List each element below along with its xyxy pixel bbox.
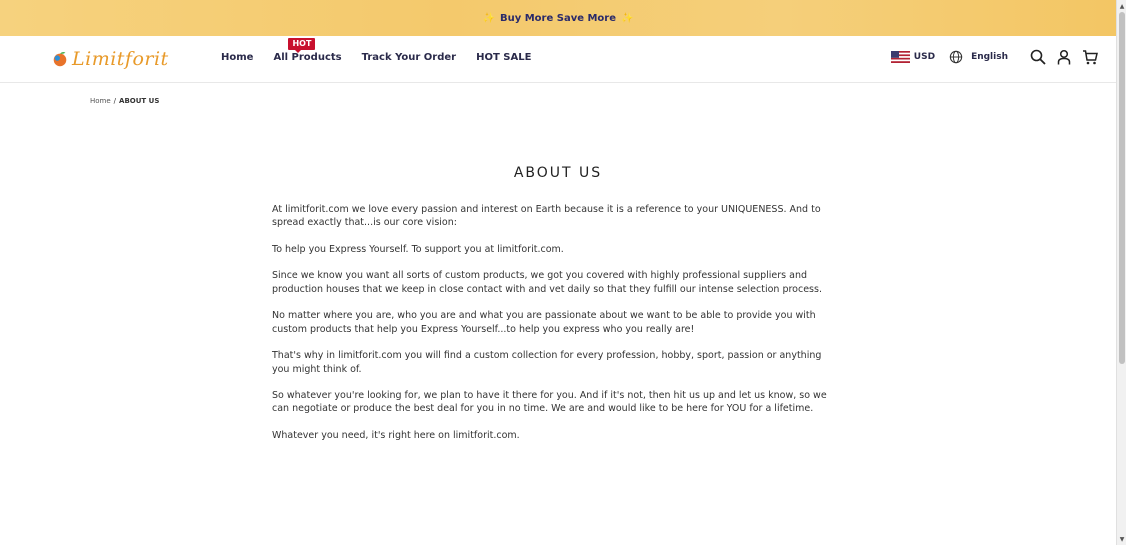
breadcrumb-home[interactable]: Home <box>90 97 111 105</box>
nav-home[interactable]: Home <box>221 52 254 63</box>
header-tools <box>891 49 1098 65</box>
paragraph: Since we know you want all sorts of custom products, we got you covered with highly professional suppliers and production houses that we keep in close contact with and vet daily so that they fulfill our intense selection process. <box>272 270 822 295</box>
search-icon[interactable] <box>1030 49 1046 65</box>
paragraph: Whatever you need, it's right here on limitforit.com. <box>272 430 520 442</box>
paragraph: So whatever you're looking for, we plan to have it there for you. And if it's not, then hit us up and let us know, so we can negotiate or produce the best deal for you in no time. We are and would like to be here for YOU for a lifetime. <box>272 390 827 415</box>
breadcrumb <box>90 97 159 105</box>
account-icon[interactable] <box>1056 49 1072 65</box>
sparkle-icon: ✨ <box>482 12 495 24</box>
scroll-down-icon[interactable]: ▼ <box>1119 535 1125 543</box>
nav-hot-sale[interactable]: HOT SALE <box>476 52 532 63</box>
breadcrumb-current: ABOUT US <box>119 97 160 105</box>
language-selector[interactable]: English <box>971 52 1008 62</box>
sparkle-icon: ✨ <box>621 12 634 24</box>
logo-mark-icon <box>51 50 69 68</box>
scrollbar-thumb[interactable] <box>1119 12 1125 364</box>
scroll-up-icon[interactable]: ▲ <box>1119 2 1125 10</box>
paragraph: That's why in limitforit.com you will find a custom collection for every profession, hobby, sport, passion or anything you might think of. <box>272 350 822 375</box>
logo-text: Limitforit <box>72 48 169 70</box>
page-title: ABOUT US <box>513 165 603 181</box>
cart-icon[interactable] <box>1082 49 1098 65</box>
paragraph: No matter where you are, who you are and what you are passionate about we want to be able to provide you with custom products that help you Express Yourself...to help you express who you really are! <box>272 310 816 335</box>
hot-badge: HOT <box>288 38 315 50</box>
site-logo[interactable] <box>51 47 169 71</box>
breadcrumb-separator: / <box>113 97 117 105</box>
currency-selector[interactable]: USD <box>913 52 936 62</box>
vertical-scrollbar[interactable] <box>1116 0 1126 545</box>
about-content <box>272 203 834 456</box>
announcement-text[interactable]: Buy More Save More <box>499 12 617 24</box>
site-header <box>0 36 1116 83</box>
nav-all-products[interactable] <box>273 39 342 63</box>
main-nav <box>221 39 551 63</box>
us-flag-icon[interactable] <box>891 51 910 63</box>
nav-track-order[interactable]: Track Your Order <box>361 52 457 63</box>
announcement-bar[interactable] <box>0 0 1116 36</box>
globe-icon[interactable] <box>949 50 963 64</box>
paragraph: At limitforit.com we love every passion and interest on Earth because it is a reference to your UNIQUENESS. And to spread exactly that...is our core vision: <box>272 204 821 229</box>
nav-all-products-label: All Products <box>273 52 342 63</box>
paragraph: To help you Express Yourself. To support you at limitforit.com. <box>272 243 564 255</box>
